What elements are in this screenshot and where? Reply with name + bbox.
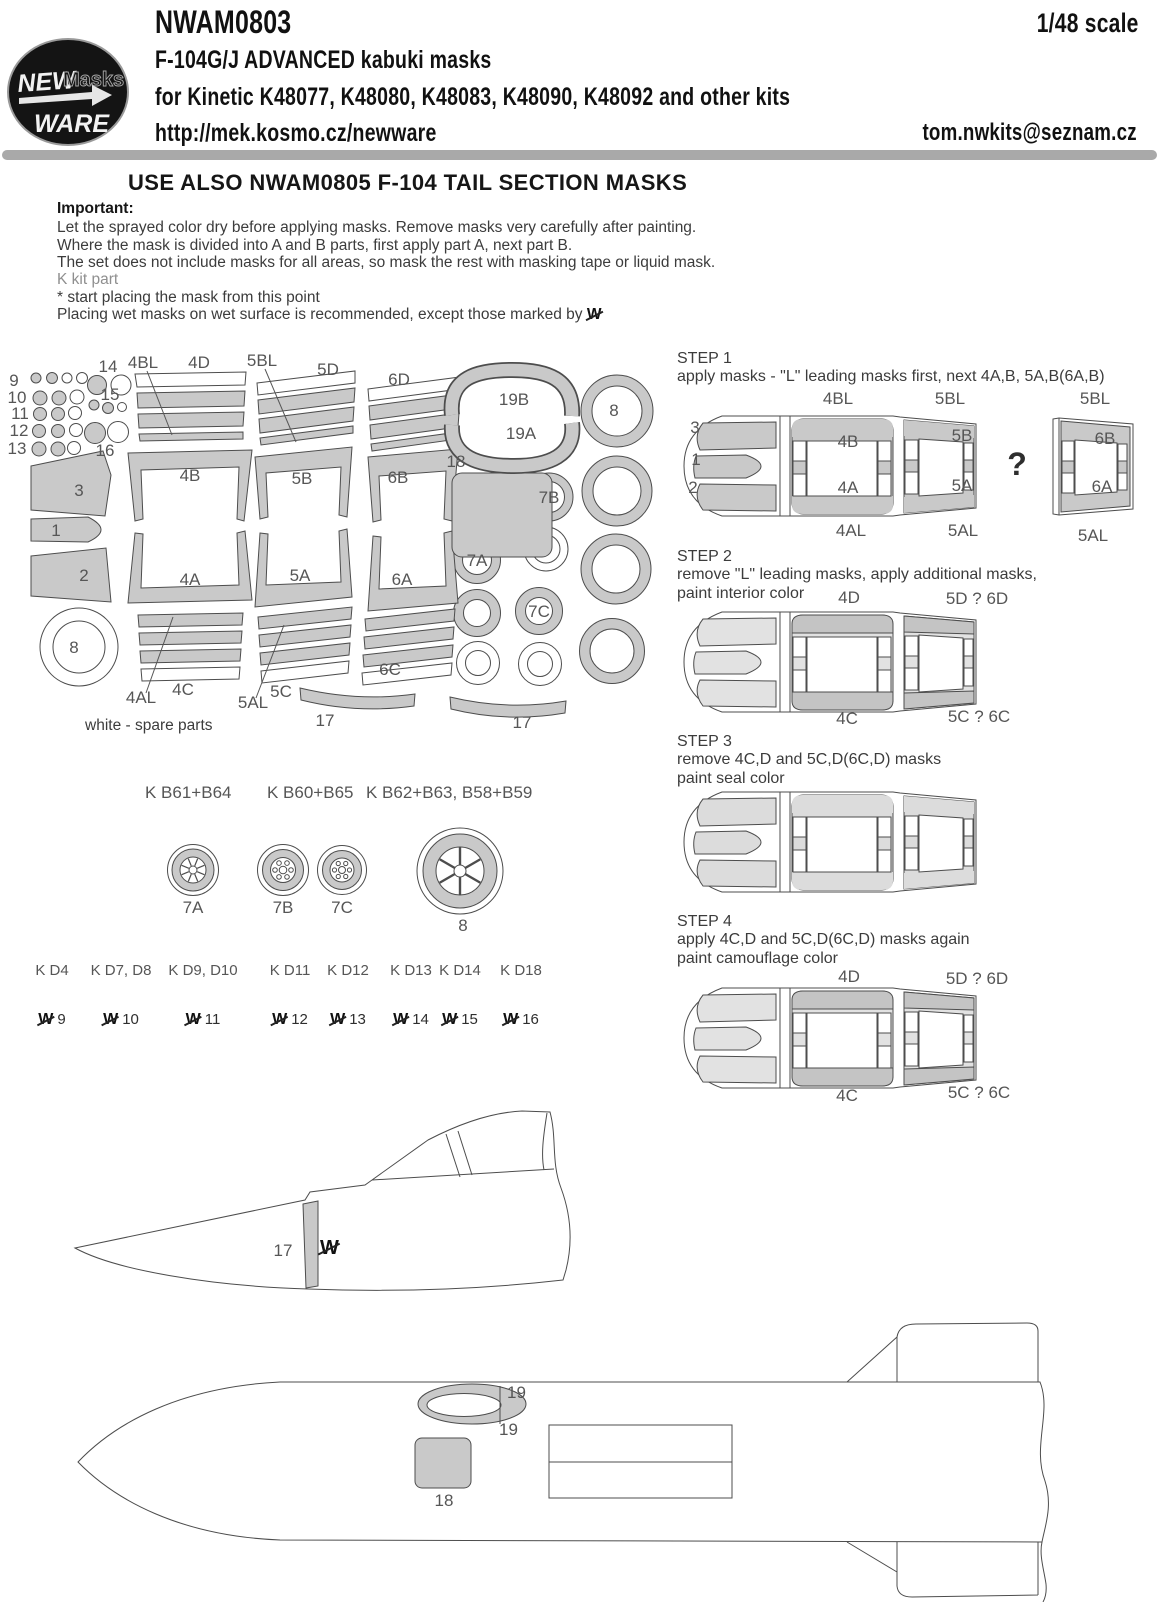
dot-mask-ring	[509, 986, 532, 1009]
dot-kit-label: K D7, D8	[90, 962, 152, 979]
wheel-hole	[347, 868, 351, 872]
sheet-label: 8	[609, 401, 619, 420]
sheet-label: 6B	[387, 468, 409, 487]
mask-dot	[89, 400, 99, 410]
dot-kit-label: K D13	[390, 962, 432, 979]
step4-canopy-diagram	[680, 986, 990, 1095]
canopy-svg	[680, 610, 990, 714]
sheet-label: 4B	[179, 466, 201, 485]
step-label: 4C	[836, 1086, 858, 1105]
step-label: 3	[690, 418, 700, 437]
mask-dot	[68, 442, 81, 455]
step3-desc2: paint seal color	[677, 770, 785, 787]
dot-number: 13	[349, 1011, 366, 1028]
sheet-label: 13	[7, 439, 27, 458]
dot-mask	[455, 993, 464, 1002]
mask-part	[135, 372, 246, 387]
dot-mask	[47, 993, 56, 1002]
mask-part	[140, 649, 241, 663]
mask-dot	[34, 408, 47, 421]
mask-part	[364, 627, 454, 649]
fuselage-label: 19	[507, 1383, 526, 1402]
mask-ring-hole	[592, 545, 640, 593]
step-label: 5BL	[1079, 389, 1111, 408]
step3-title: STEP 3	[677, 733, 732, 750]
dot-kit-label: K D11	[269, 962, 311, 979]
mask-part	[138, 412, 244, 428]
step3-desc1: remove 4C,D and 5C,D(6C,D) masks	[677, 751, 942, 768]
wing-top	[847, 1323, 1038, 1382]
mask-ring-hole	[53, 621, 105, 673]
step2-canopy-diagram	[680, 610, 990, 719]
mask-part	[300, 688, 415, 709]
title-line1: F-104G/J ADVANCED kabuki masks	[155, 46, 492, 74]
wheel-hole	[344, 861, 348, 865]
step2-desc1: remove "L" leading masks, apply additional masks,	[677, 566, 1037, 583]
important-label: Important:	[57, 200, 134, 217]
mask-dot	[51, 442, 65, 456]
mask-part	[258, 607, 352, 629]
sheet-label: 3	[74, 481, 84, 500]
nose-label: 17	[273, 1241, 293, 1260]
step-label: 1	[691, 450, 701, 469]
mask-part	[128, 450, 252, 521]
dot-mask-item	[35, 962, 68, 1028]
step4-desc1: apply 4C,D and 5C,D(6C,D) masks again	[677, 931, 970, 948]
mask-part	[139, 631, 242, 645]
wet-mark-icon: W	[103, 1011, 119, 1028]
dot-mask-item	[270, 962, 311, 1028]
dot-wet-number	[35, 1011, 68, 1028]
sheet-label: 19A	[505, 424, 537, 443]
sheet-label: 7A	[466, 551, 488, 570]
wet-mark-icon: W	[586, 306, 602, 323]
wheel-hole	[285, 861, 290, 866]
mask-dot	[70, 390, 84, 404]
tail-cut-line	[1041, 1542, 1046, 1602]
panel6-svg	[1046, 414, 1140, 518]
wet-note	[57, 306, 601, 324]
small-dot-masks-row	[0, 962, 660, 1028]
sheet-label: 7B	[538, 488, 560, 507]
sheet-label: 19B	[498, 390, 530, 409]
canopy-svg	[680, 986, 990, 1090]
panel-rect-1	[549, 1425, 732, 1462]
canopy-svg	[680, 414, 990, 518]
title-line2: for Kinetic K48077, K48080, K48083, K48090, K48092 and other kits	[155, 83, 791, 111]
product-code: NWAM0803	[155, 4, 292, 40]
dot-number: 14	[412, 1011, 429, 1028]
step-label: 5D ? 6D	[945, 969, 1009, 988]
mask-ring-hole	[528, 652, 553, 677]
dot-number: 16	[522, 1011, 539, 1028]
mask-part	[141, 667, 240, 681]
mask-square-18	[452, 473, 552, 557]
sheet-label: 4AL	[125, 688, 157, 707]
mask-part	[365, 609, 455, 631]
dot-mask	[115, 992, 126, 1003]
step4-title: STEP 4	[677, 913, 732, 930]
dot-wet-number	[500, 1011, 542, 1028]
wheel-masks-diagram	[120, 782, 550, 942]
logo-ware-text: WARE	[34, 110, 109, 138]
dot-mask-item	[439, 962, 481, 1028]
dot-number: 12	[291, 1011, 308, 1028]
sheet-label: 18	[446, 452, 466, 471]
sheet-label: 5D	[317, 360, 339, 379]
step1-canopy-diagram	[680, 414, 990, 523]
wet-mark-icon: W	[442, 1011, 458, 1028]
sheet-label: 5BL	[246, 351, 278, 370]
website-url: http://mek.kosmo.cz/newware	[155, 119, 437, 147]
star-note: * start placing the mask from this point	[57, 289, 320, 306]
wheel-kit-label: K B60+B65	[267, 783, 354, 802]
panel-rect-2	[549, 1462, 732, 1498]
mask-dot	[70, 424, 83, 437]
sheet-label: 8	[69, 638, 79, 657]
wheel-hole	[277, 875, 282, 880]
mask-part	[138, 613, 243, 627]
dot-wet-number	[327, 1011, 369, 1028]
mask-sheet-diagram	[0, 345, 670, 745]
dot-kit-label: K D9, D10	[168, 962, 238, 979]
mask-part	[139, 432, 243, 441]
sheet-label: white - spare parts	[85, 717, 213, 734]
mask-part	[31, 517, 101, 542]
mask-dot	[69, 407, 82, 420]
sheet-label: 12	[9, 421, 29, 440]
mask-dot	[32, 442, 46, 456]
mask-dot	[31, 373, 41, 383]
dot-kit-label: K D18	[500, 962, 542, 979]
step-label: 5C ? 6C	[947, 1083, 1011, 1102]
logo-new-text: NEW	[16, 65, 77, 98]
mask-dot	[103, 403, 114, 414]
sheet-label: 9	[9, 371, 19, 390]
mask-dot	[52, 391, 66, 405]
wheel-hole	[344, 874, 348, 878]
mask-dot	[47, 373, 58, 384]
sheet-label: 4BL	[127, 353, 159, 372]
notice-line1: Let the sprayed color dry before applying masks. Remove masks very carefully after painting.	[57, 219, 697, 236]
notice-line3: The set does not include masks for all areas, so mask the rest with masking tape or liquid mask.	[57, 254, 716, 271]
mask-part	[362, 663, 452, 685]
mask-part	[368, 531, 458, 611]
mask-dot	[62, 373, 72, 383]
dot-mask	[197, 992, 208, 1003]
notice-headline: USE ALSO NWAM0805 F-104 TAIL SECTION MASKS	[128, 170, 688, 195]
wheel-hole	[336, 861, 340, 865]
mask-part	[128, 531, 252, 603]
mask-part	[259, 625, 351, 647]
wheel-kit-label: K B61+B64	[145, 783, 232, 802]
dot-number: 10	[122, 1011, 139, 1028]
wheel-hole	[332, 868, 336, 872]
kit-part-note: K kit part	[57, 271, 119, 288]
dot-mask	[401, 988, 414, 1001]
mask-ring-hole	[593, 467, 641, 515]
contact-email: tom.nwkits@seznam.cz	[922, 119, 1137, 146]
wheel-part-label: 7C	[331, 898, 353, 917]
dot-wet-number	[168, 1011, 237, 1028]
step-label: 6A	[1091, 477, 1113, 496]
mask-part	[260, 643, 350, 665]
dot-wet-number	[390, 1011, 432, 1028]
dot-mask-item	[327, 962, 369, 1028]
scale-label: 1/48 scale	[1037, 8, 1139, 38]
mask-dot	[52, 425, 65, 438]
sheet-label: 6D	[388, 370, 410, 389]
nose-silhouette-diagram	[60, 1080, 600, 1315]
dot-number: 15	[461, 1011, 478, 1028]
mask-part	[261, 661, 349, 683]
fuselage-top-view-diagram	[60, 1290, 1070, 1602]
sheet-label: 11	[11, 404, 29, 423]
wet-mark-icon: W	[185, 1011, 201, 1028]
dot-mask-item	[168, 962, 237, 1028]
wheel-hole	[285, 875, 290, 880]
dot-mask	[284, 992, 295, 1003]
step4-desc2: paint camouflage color	[677, 950, 838, 967]
step-label: 4B	[837, 432, 859, 451]
step2-desc2: paint interior color	[677, 585, 805, 602]
sheet-label: 5AL	[237, 693, 269, 712]
dot-number: 9	[57, 1011, 66, 1028]
newware-logo	[6, 36, 130, 148]
dot-mask-ring	[401, 988, 420, 1007]
wheel-hole	[273, 868, 278, 873]
mask-part	[31, 451, 111, 516]
wheel-part-label: 7B	[272, 898, 294, 917]
mask-part	[368, 449, 458, 522]
sheet-label: 4C	[172, 680, 194, 699]
sheet-label: 15	[100, 385, 120, 404]
mask-dot	[33, 425, 46, 438]
canopy-svg	[680, 790, 990, 894]
notice-line2: Where the mask is divided into A and B parts, first apply part A, next part B.	[57, 237, 573, 254]
sheet-label: 1	[51, 521, 61, 540]
dot-mask-item	[500, 962, 542, 1028]
sheet-label: 5B	[291, 469, 313, 488]
wheel-hole	[336, 874, 340, 878]
mask-part	[363, 645, 453, 667]
step-label: 2	[688, 478, 698, 497]
wet-mark-icon: W	[503, 1011, 519, 1028]
mask-dot	[108, 422, 129, 443]
dot-mask-item	[390, 962, 432, 1028]
mask-band-17	[303, 1201, 318, 1288]
wing-bottom	[847, 1542, 1038, 1597]
mask-ring-hole	[590, 629, 634, 673]
fuselage-label: 18	[434, 1491, 454, 1510]
sheet-label: 5A	[289, 566, 311, 585]
sheet-label: 4D	[188, 353, 210, 372]
wheel-hole	[289, 868, 294, 873]
dot-mask	[509, 986, 526, 1003]
step-label: 4AL	[835, 521, 867, 540]
dot-mask-item	[91, 962, 152, 1028]
step-label: 5D ? 6D	[945, 589, 1009, 608]
step-label: 5AL	[947, 521, 979, 540]
dot-kit-label: K D12	[327, 962, 369, 979]
step1-desc: apply masks - "L" leading masks first, next 4A,B, 5A,B(6A,B)	[677, 368, 1105, 385]
mask-ring-hole	[466, 651, 491, 676]
mask-part	[137, 391, 245, 408]
step-label: 4A	[837, 478, 859, 497]
sheet-label: 4A	[179, 570, 201, 589]
logo-masks-text: Masks	[63, 69, 125, 91]
sheet-label: 6C	[379, 660, 401, 679]
sheet-label: 5C	[270, 682, 292, 701]
step-label: 5C ? 6C	[947, 707, 1011, 726]
step-label: 4BL	[822, 389, 854, 408]
step1-panel6-diagram	[1046, 414, 1140, 523]
nose-wet-mark: W	[320, 1237, 339, 1259]
mask-dot	[52, 408, 65, 421]
mask-dot	[33, 391, 47, 405]
wheel-part-label: 8	[458, 916, 468, 935]
canopy-ring-19-inner	[427, 1394, 501, 1417]
step-label: 5A	[951, 476, 973, 495]
dot-wet-number	[91, 1011, 152, 1028]
sheet-label: 16	[95, 441, 115, 460]
wheel-part-label: 7A	[182, 898, 204, 917]
sheet-label: 10	[7, 388, 27, 407]
header-divider	[2, 150, 1157, 160]
dot-kit-label: K D14	[439, 962, 481, 979]
sheet-label: 14	[98, 357, 118, 376]
dot-wet-number	[439, 1011, 481, 1028]
step-label: 5BL	[934, 389, 966, 408]
step-label: 4D	[838, 967, 860, 986]
step2-title: STEP 2	[677, 548, 732, 565]
step-label: 5AL	[1077, 526, 1109, 545]
question-mark: ?	[1007, 446, 1027, 482]
step3-canopy-diagram	[680, 790, 990, 899]
wet-mark-icon: W	[38, 1011, 54, 1028]
step-label: 6B	[1094, 429, 1116, 448]
step-label: 5B	[951, 426, 973, 445]
sheet-label: 2	[79, 566, 89, 585]
dot-mask	[342, 991, 354, 1003]
step1-title: STEP 1	[677, 350, 732, 367]
step-label: 4D	[838, 588, 860, 607]
mask-dot	[77, 373, 88, 384]
fuselage-label: 19	[499, 1420, 518, 1439]
nose-outline	[75, 1111, 570, 1290]
sheet-label: 17	[512, 713, 532, 732]
wheel-hole	[277, 861, 282, 866]
wet-mark-icon: W	[393, 1011, 409, 1028]
sheet-label: 17	[315, 711, 335, 730]
wheel-kit-label: K B62+B63, B58+B59	[366, 783, 533, 802]
wet-mark-icon: W	[330, 1011, 346, 1028]
dot-kit-label: K D4	[35, 962, 69, 979]
wet-mark-icon: W	[272, 1011, 288, 1028]
mask-part	[450, 697, 566, 717]
sheet-label: 6A	[391, 570, 413, 589]
mask-ring-hole	[464, 600, 491, 627]
mask-square-18	[415, 1438, 471, 1488]
wet-note-text: Placing wet masks on wet surface is recommended, except those marked by	[57, 306, 583, 323]
dot-number: 11	[204, 1011, 221, 1028]
dot-wet-number	[270, 1011, 311, 1028]
step-label: 4C	[836, 709, 858, 728]
sheet-label: 7C	[528, 602, 550, 621]
mask-part	[31, 548, 111, 602]
